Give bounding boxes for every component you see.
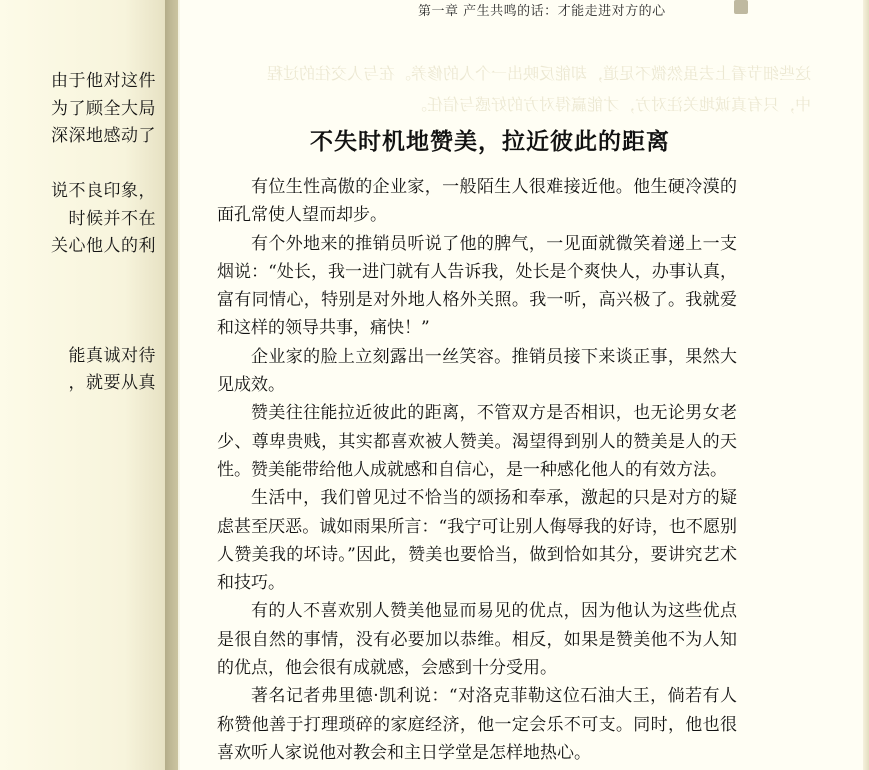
article-paragraph: 企业家的脸上立刻露出一丝笑容。推销员接下来谈正事，果然大见成效。 [217, 346, 737, 396]
left-page-line: ，就要从真 [68, 373, 156, 393]
article-paragraph: 有个外地来的推销员听说了他的脾气，一见面就微笑着递上一支烟说：“处长，我一进门就有人告诉我，处长是个爽快人，办事认真，富有同情心，特别是对外地人格外关照。我一听，高兴极了。我就爱和这样的领导共事，痛快！” [217, 233, 737, 339]
bleed-through-text: 这些细节看上去虽然微不足道，却能反映出一个人的修养。在与人交往的过程中，只有真诚地关注对方，才能赢得对方的好感与信任。 [266, 64, 811, 114]
left-page-line: 说不良印象， [51, 181, 156, 201]
article-paragraph: 生活中，我们曾见过不恰当的颂扬和奉承，激起的只是对方的疑虑甚至厌恶。诚如雨果所言：“我宁可让别人侮辱我的好诗，也不愿别人赞美我的坏诗。”因此，赞美也要恰当，做到恰如其分，要讲究艺术和技巧。 [217, 488, 737, 594]
article-paragraph: 有的人不喜欢别人赞美他显而易见的优点，因为他认为这些优点是很自然的事情，没有必要加以恭维。相反，如果是赞美他不为人知的优点，他会很有成就感，会感到十分受用。 [217, 601, 737, 679]
left-page-line: 能真诚对待 [68, 346, 156, 366]
left-page-line: 为了顾全大局 [51, 99, 156, 119]
left-page-line: 时候并不在 [68, 209, 156, 229]
page-corner-mark-icon [734, 0, 748, 14]
article-paragraph: 著名记者弗里德·凯利说：“对洛克菲勒这位石油大王，倘若有人称赞他善于打理琐碎的家庭经济，他一定会乐不可支。同时，他也很喜欢听人家说他对教会和主日学堂是怎样地热心。 [217, 686, 737, 763]
running-header: 第一章 产生共鸣的话：才能走进对方的心 [418, 4, 666, 19]
left-page-line: 由于他对这件 [51, 71, 156, 91]
right-page [180, 0, 869, 770]
article-paragraph: 赞美往往能拉近彼此的距离，不管双方是否相识，也无论男女老少、尊卑贵贱，其实都喜欢被人赞美。渴望得到别人的赞美是人的天性。赞美能带给他人成就感和自信心，是一种感化他人的有效方法。 [217, 403, 737, 480]
left-page-line: 关心他人的利 [51, 236, 156, 256]
article-paragraph: 有位生性高傲的企业家，一般陌生人很难接近他。他生硬冷漠的面孔常使人望而却步。 [217, 177, 737, 226]
page-edge [863, 0, 869, 770]
article-title: 不失时机地赞美，拉近彼此的距离 [310, 128, 670, 155]
left-page-line: 深深地感动了 [51, 126, 156, 146]
left-page [0, 0, 178, 770]
article-body [217, 173, 737, 767]
